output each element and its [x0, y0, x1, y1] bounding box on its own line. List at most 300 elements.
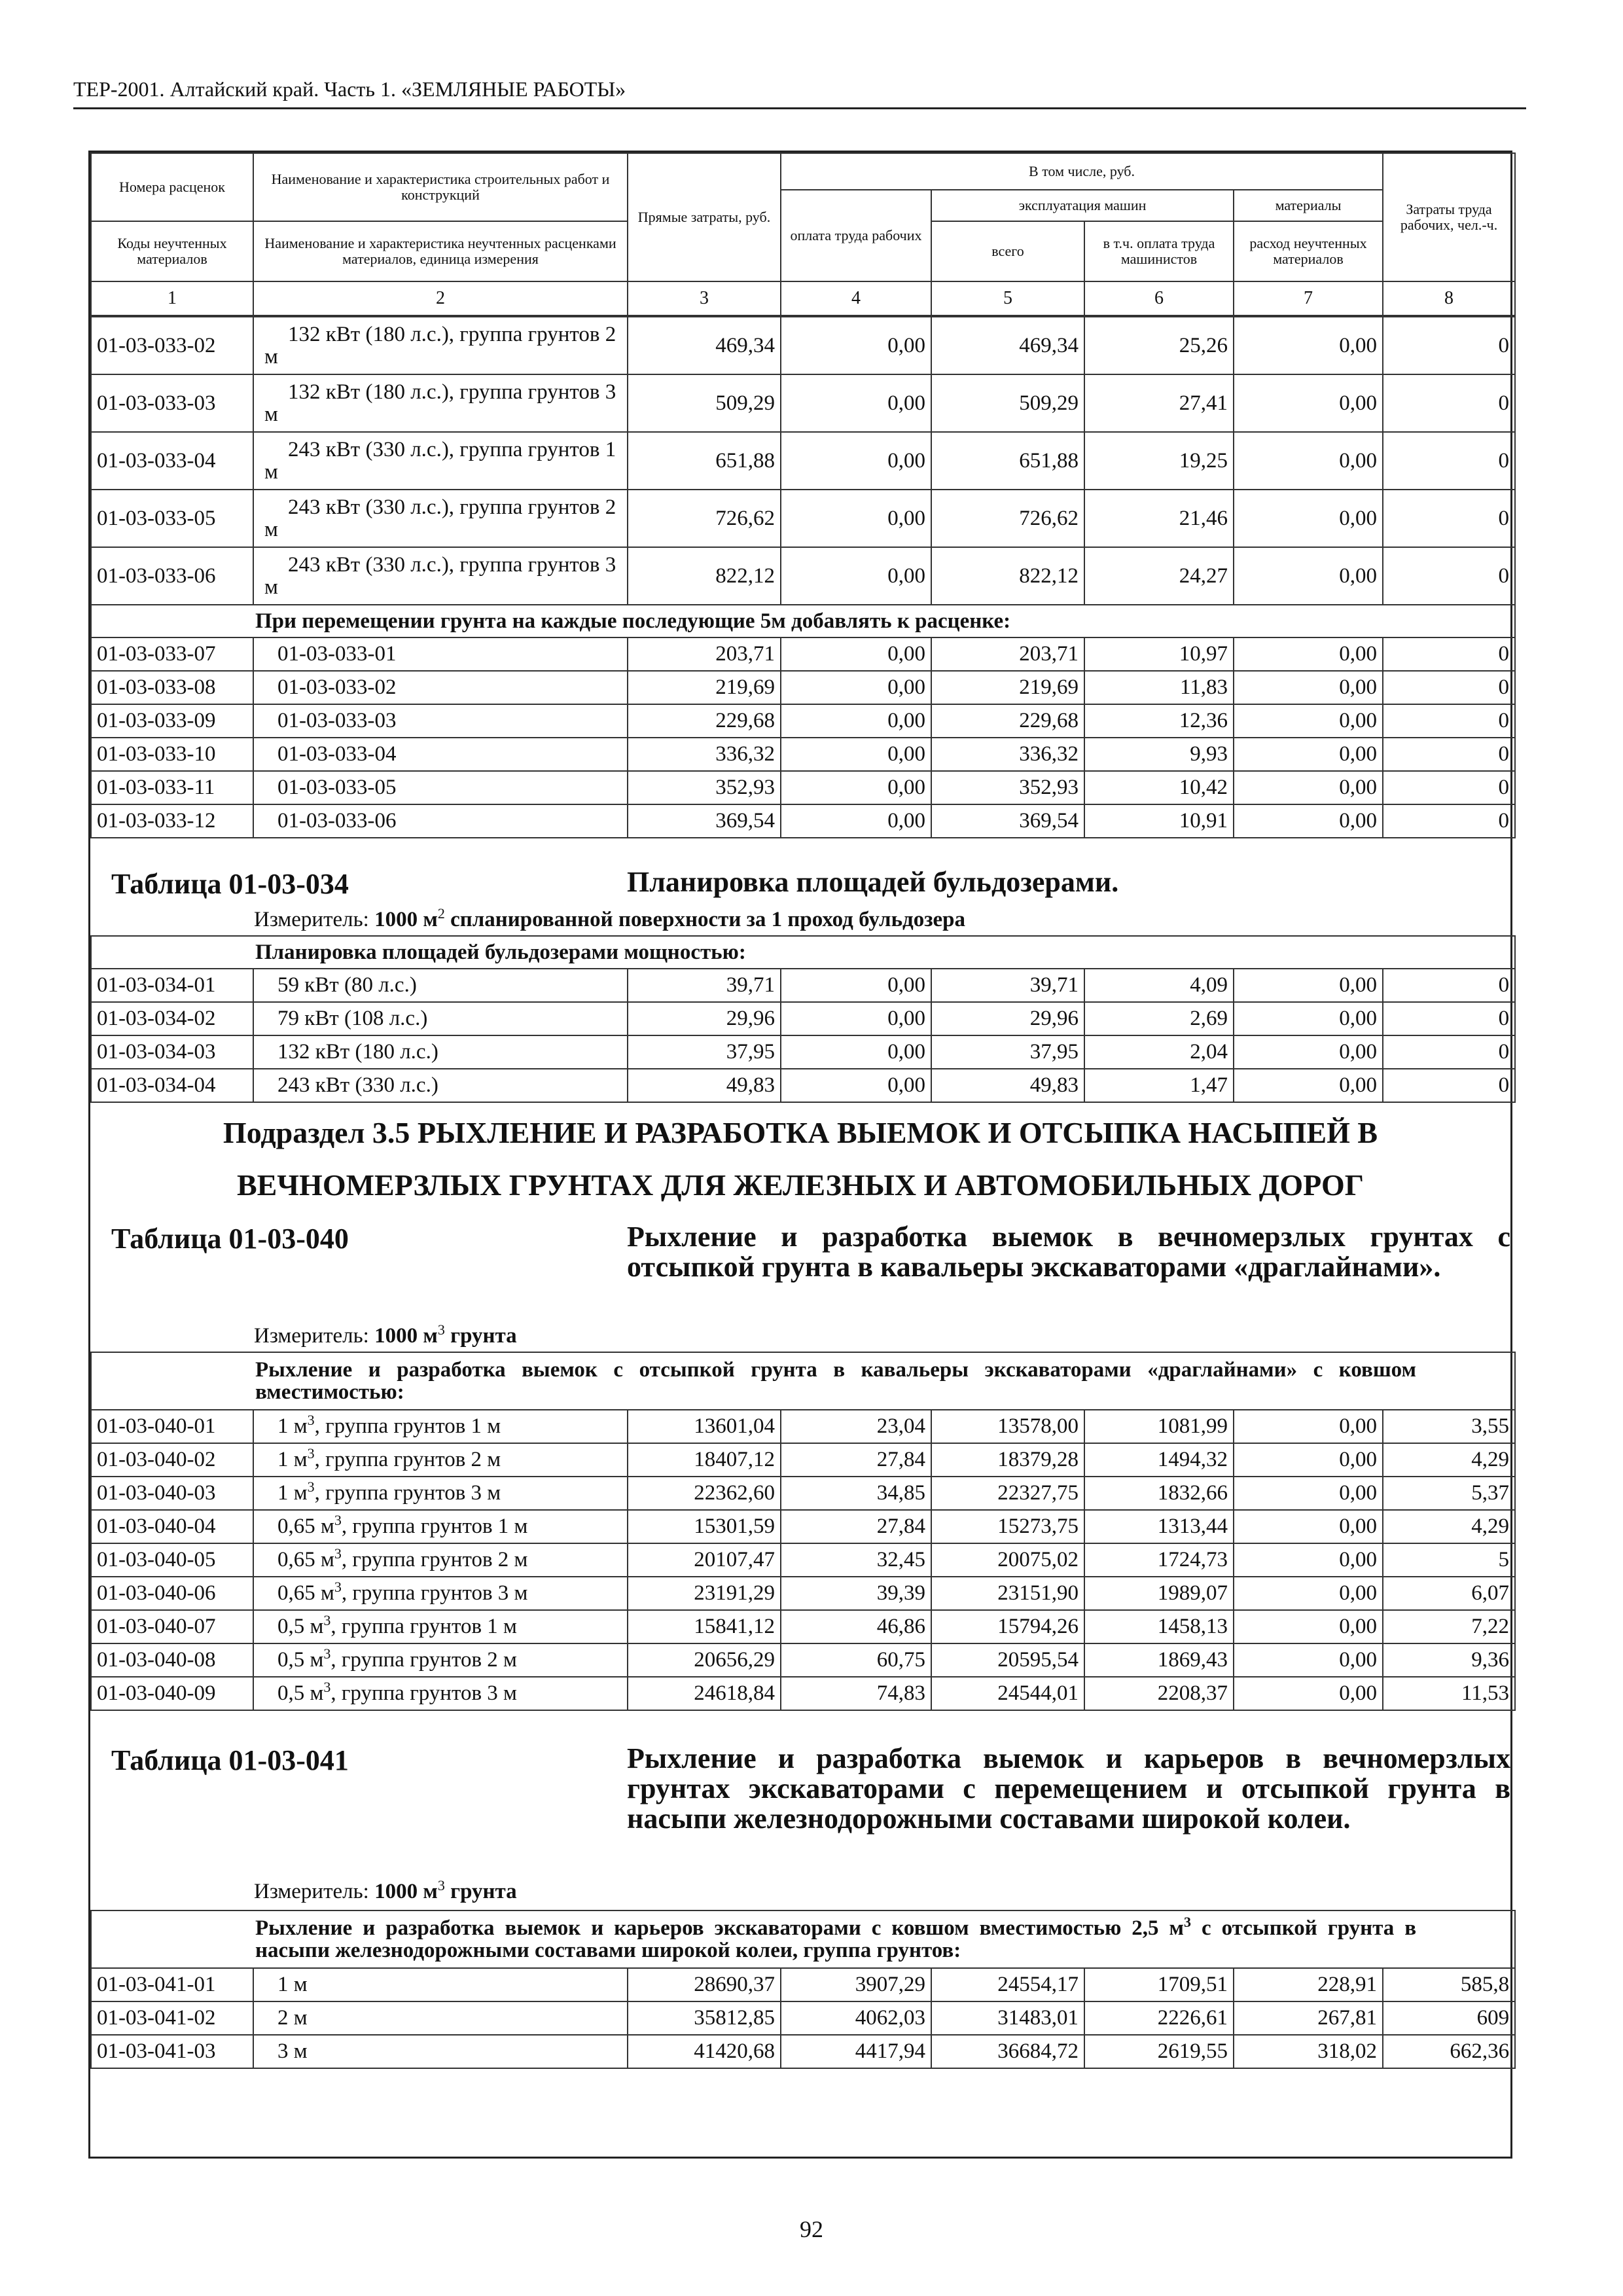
table-row	[91, 704, 1515, 738]
direct-cost: 35812,85	[628, 2001, 781, 2035]
direct-cost: 20107,47	[628, 1543, 781, 1577]
header-name: Наименование и характеристика строительных работ и конструкций	[253, 153, 628, 221]
machines: 219,69	[931, 671, 1084, 704]
materials: 0,00	[1234, 317, 1383, 374]
rate-name: 01-03-033-03	[253, 704, 628, 738]
direct-cost: 822,12	[628, 547, 781, 605]
rate-name: 01-03-033-06	[253, 804, 628, 838]
wages: 0,00	[781, 317, 931, 374]
machines: 24554,17	[931, 1968, 1084, 2001]
machines: 37,95	[931, 1035, 1084, 1069]
col-number: 8	[1383, 281, 1515, 315]
rate-code: 01-03-040-04	[91, 1510, 253, 1543]
direct-cost: 41420,68	[628, 2035, 781, 2068]
table-row	[91, 1643, 1515, 1677]
measure-prefix: Измеритель:	[254, 1324, 369, 1348]
materials: 0,00	[1234, 1510, 1383, 1543]
group-caption: Рыхление и разработка выемок с отсыпкой грунта в кавальеры экскаваторами «драглайнами» с ковшом вместимостью:	[91, 1352, 1515, 1410]
rate-name: 01-03-033-04	[253, 738, 628, 771]
machine-wages: 25,26	[1084, 317, 1234, 374]
labor: 9,36	[1383, 1643, 1515, 1677]
subsection-line: Подраздел 3.5 РЫХЛЕНИЕ И РАЗРАБОТКА ВЫЕМОК И ОТСЫПКА НАСЫПЕЙ В	[223, 1116, 1378, 1149]
table-title: Рыхление и разработка выемок и карьеров в вечномерзлых грунтах экскаваторами с перемещением и отсыпкой грунта в насыпи железнодорожными составами широкой колеи.	[627, 1742, 1510, 1835]
table-row	[91, 1410, 1515, 1443]
machine-wages: 19,25	[1084, 432, 1234, 490]
materials: 0,00	[1234, 671, 1383, 704]
rate-name: 243 кВт (330 л.с.), группа грунтов 2 м	[253, 490, 628, 547]
rate-name	[253, 1677, 628, 1710]
table-row	[91, 969, 1515, 1002]
rate-name-a: 0,5 м	[277, 1615, 324, 1638]
col-number: 3	[628, 281, 781, 315]
materials: 0,00	[1234, 704, 1383, 738]
table-033-body	[90, 316, 1516, 838]
rates-document-frame	[88, 151, 1512, 2159]
rate-name: 79 кВт (108 л.с.)	[253, 1002, 628, 1035]
machine-wages: 11,83	[1084, 671, 1234, 704]
rate-name	[253, 1577, 628, 1610]
machines: 39,71	[931, 969, 1084, 1002]
rate-name-b: , группа грунтов 3 м	[330, 1681, 517, 1705]
labor: 0	[1383, 704, 1515, 738]
wages: 0,00	[781, 771, 931, 804]
machines: 24544,01	[931, 1677, 1084, 1710]
table-row	[91, 1543, 1515, 1577]
machines: 336,32	[931, 738, 1084, 771]
labor: 609	[1383, 2001, 1515, 2035]
header-title: ТЕР-2001. Алтайский край. Часть 1. «ЗЕМЛЯНЫЕ РАБОТЫ»	[73, 77, 626, 101]
machine-wages: 10,97	[1084, 637, 1234, 671]
rate-name-b: , группа грунтов 1 м	[330, 1615, 517, 1638]
measure-prefix: Измеритель:	[254, 1880, 369, 1903]
rate-name: 132 кВт (180 л.с.), группа грунтов 3 м	[253, 374, 628, 432]
rate-name: 243 кВт (330 л.с.), группа грунтов 3 м	[253, 547, 628, 605]
materials: 0,00	[1234, 1477, 1383, 1510]
direct-cost: 37,95	[628, 1035, 781, 1069]
machines: 49,83	[931, 1069, 1084, 1102]
materials: 0,00	[1234, 738, 1383, 771]
rate-name-a: 0,5 м	[277, 1681, 324, 1705]
materials: 0,00	[1234, 490, 1383, 547]
rate-name-b: , группа грунтов 3 м	[314, 1481, 501, 1505]
table-row	[91, 1577, 1515, 1610]
labor: 7,22	[1383, 1610, 1515, 1643]
machine-wages: 1458,13	[1084, 1610, 1234, 1643]
machine-wages: 1709,51	[1084, 1968, 1234, 2001]
wages: 0,00	[781, 969, 931, 1002]
measure-rest: спланированной поверхности за 1 проход бульдозера	[450, 908, 965, 931]
machines: 203,71	[931, 637, 1084, 671]
direct-cost: 352,93	[628, 771, 781, 804]
labor: 0	[1383, 547, 1515, 605]
rate-name-a: 0,65 м	[277, 1548, 334, 1571]
labor: 0	[1383, 969, 1515, 1002]
table-row	[91, 804, 1515, 838]
measure-prefix: Измеритель:	[254, 908, 369, 931]
rate-name	[253, 1477, 628, 1510]
rate-code: 01-03-040-07	[91, 1610, 253, 1643]
direct-cost: 15841,12	[628, 1610, 781, 1643]
rate-name: 1 м	[253, 1968, 628, 2001]
group-caption: При перемещении грунта на каждые последующие 5м добавлять к расценке:	[91, 605, 1515, 637]
direct-cost: 18407,12	[628, 1443, 781, 1477]
machines: 726,62	[931, 490, 1084, 547]
materials: 0,00	[1234, 1443, 1383, 1477]
direct-cost: 203,71	[628, 637, 781, 671]
materials: 0,00	[1234, 1577, 1383, 1610]
table-041-body	[90, 1910, 1516, 2069]
cube-sup: 3	[307, 1479, 315, 1495]
table-row	[91, 671, 1515, 704]
measure-value: 1000 м	[374, 1324, 438, 1348]
labor: 3,55	[1383, 1410, 1515, 1443]
labor: 585,8	[1383, 1968, 1515, 2001]
rate-code: 01-03-040-06	[91, 1577, 253, 1610]
header-direct: Прямые затраты, руб.	[628, 153, 781, 281]
machine-wages: 1,47	[1084, 1069, 1234, 1102]
direct-cost: 15301,59	[628, 1510, 781, 1543]
rate-name-a: 1 м	[277, 1448, 308, 1471]
direct-cost: 229,68	[628, 704, 781, 738]
table-id: Таблица 01-03-034	[111, 868, 349, 900]
rate-code: 01-03-040-01	[91, 1410, 253, 1443]
materials: 0,00	[1234, 1643, 1383, 1677]
labor: 4,29	[1383, 1443, 1515, 1477]
materials: 0,00	[1234, 1002, 1383, 1035]
group-caption: Планировка площадей бульдозерами мощностью:	[91, 936, 1515, 969]
machine-wages: 2,69	[1084, 1002, 1234, 1035]
table-row	[91, 1968, 1515, 2001]
rate-code: 01-03-033-08	[91, 671, 253, 704]
labor: 0	[1383, 432, 1515, 490]
rate-name: 2 м	[253, 2001, 628, 2035]
rate-name	[253, 1510, 628, 1543]
labor: 0	[1383, 1069, 1515, 1102]
machines: 651,88	[931, 432, 1084, 490]
labor: 662,36	[1383, 2035, 1515, 2068]
measure-value: 1000 м	[374, 1880, 438, 1903]
header-mat-use: расход неучтенных материалов	[1234, 221, 1383, 281]
machine-wages: 2208,37	[1084, 1677, 1234, 1710]
machines: 36684,72	[931, 2035, 1084, 2068]
labor: 4,29	[1383, 1510, 1515, 1543]
table-row	[91, 1443, 1515, 1477]
rate-name	[253, 1643, 628, 1677]
table-row	[91, 2035, 1515, 2068]
cube-sup: 3	[323, 1645, 331, 1662]
table-041-caption	[90, 1711, 1510, 1910]
wages: 0,00	[781, 738, 931, 771]
cube-sup: 3	[307, 1412, 315, 1428]
cube-sup: 3	[334, 1545, 342, 1562]
cube-sup: 3	[334, 1579, 342, 1595]
rate-code: 01-03-034-04	[91, 1069, 253, 1102]
rate-name	[253, 1610, 628, 1643]
wages: 3907,29	[781, 1968, 931, 2001]
rate-code: 01-03-041-02	[91, 2001, 253, 2035]
rate-code: 01-03-033-05	[91, 490, 253, 547]
table-id: Таблица 01-03-041	[111, 1744, 349, 1776]
materials: 0,00	[1234, 804, 1383, 838]
cube-sup: 3	[323, 1612, 331, 1628]
direct-cost: 509,29	[628, 374, 781, 432]
measure-unit	[254, 1877, 517, 1904]
rate-name: 59 кВт (80 л.с.)	[253, 969, 628, 1002]
wages: 0,00	[781, 1069, 931, 1102]
machines: 20595,54	[931, 1643, 1084, 1677]
table-row	[91, 1035, 1515, 1069]
wages: 4417,94	[781, 2035, 931, 2068]
rate-code: 01-03-034-01	[91, 969, 253, 1002]
machine-wages: 1832,66	[1084, 1477, 1234, 1510]
rate-name: 132 кВт (180 л.с.)	[253, 1035, 628, 1069]
table-row	[91, 2001, 1515, 2035]
rate-name-b: , группа грунтов 2 м	[314, 1448, 501, 1471]
machine-wages: 1724,73	[1084, 1543, 1234, 1577]
wages: 32,45	[781, 1543, 931, 1577]
machines: 822,12	[931, 547, 1084, 605]
table-title: Рыхление и разработка выемок в вечномерзлых грунтах с отсыпкой грунта в кавальеры экскаваторами «драглайнами».	[627, 1221, 1510, 1283]
labor: 0	[1383, 738, 1515, 771]
rate-code: 01-03-033-07	[91, 637, 253, 671]
machines: 22327,75	[931, 1477, 1084, 1510]
machines: 31483,01	[931, 2001, 1084, 2035]
measure-rest: грунта	[450, 1324, 517, 1348]
machines: 13578,00	[931, 1410, 1084, 1443]
table-row	[91, 1610, 1515, 1643]
materials: 0,00	[1234, 969, 1383, 1002]
rate-name: 243 кВт (330 л.с.), группа грунтов 1 м	[253, 432, 628, 490]
rate-code: 01-03-040-09	[91, 1677, 253, 1710]
materials: 0,00	[1234, 1677, 1383, 1710]
materials: 0,00	[1234, 547, 1383, 605]
direct-cost: 469,34	[628, 317, 781, 374]
group-caption-b: с отсыпкой грунта в насыпи железнодорожными составами широкой колеи, группа грунтов:	[255, 1916, 1417, 1962]
column-header-table	[90, 152, 1516, 316]
labor: 0	[1383, 771, 1515, 804]
materials: 0,00	[1234, 1543, 1383, 1577]
measure-sup: 2	[437, 905, 445, 922]
machine-wages: 2619,55	[1084, 2035, 1234, 2068]
machine-wages: 12,36	[1084, 704, 1234, 738]
rate-name: 01-03-033-05	[253, 771, 628, 804]
table-row	[91, 637, 1515, 671]
col-number: 5	[931, 281, 1084, 315]
measure-unit	[254, 1321, 517, 1348]
machine-wages: 9,93	[1084, 738, 1234, 771]
rate-code: 01-03-041-01	[91, 1968, 253, 2001]
measure-rest: грунта	[450, 1880, 517, 1903]
header-machines: эксплуатация машин	[931, 190, 1234, 221]
subsection-line: ВЕЧНОМЕРЗЛЫХ ГРУНТАХ ДЛЯ ЖЕЛЕЗНЫХ И АВТОМОБИЛЬНЫХ ДОРОГ	[236, 1168, 1364, 1202]
machine-wages: 2,04	[1084, 1035, 1234, 1069]
measure-sup: 3	[437, 1877, 445, 1893]
rate-name-b: , группа грунтов 1 м	[341, 1515, 528, 1538]
wages: 0,00	[781, 671, 931, 704]
materials: 0,00	[1234, 771, 1383, 804]
labor: 0	[1383, 1035, 1515, 1069]
table-row	[91, 738, 1515, 771]
wages: 0,00	[781, 490, 931, 547]
rate-name-a: 1 м	[277, 1481, 308, 1505]
labor: 0	[1383, 671, 1515, 704]
header-all: всего	[931, 221, 1084, 281]
machine-wages: 1081,99	[1084, 1410, 1234, 1443]
rate-code: 01-03-034-02	[91, 1002, 253, 1035]
materials: 0,00	[1234, 374, 1383, 432]
labor: 0	[1383, 317, 1515, 374]
direct-cost: 219,69	[628, 671, 781, 704]
measure-sup: 3	[437, 1321, 445, 1338]
rate-name	[253, 1543, 628, 1577]
rate-code: 01-03-033-06	[91, 547, 253, 605]
table-title: Планировка площадей бульдозерами.	[627, 866, 1119, 898]
machines: 352,93	[931, 771, 1084, 804]
labor: 5	[1383, 1543, 1515, 1577]
table-row	[91, 317, 1515, 374]
rate-name: 243 кВт (330 л.с.)	[253, 1069, 628, 1102]
col-number: 6	[1084, 281, 1234, 315]
rate-code: 01-03-033-02	[91, 317, 253, 374]
direct-cost: 336,32	[628, 738, 781, 771]
rate-code: 01-03-040-02	[91, 1443, 253, 1477]
labor: 5,37	[1383, 1477, 1515, 1510]
cube-sup: 3	[307, 1445, 315, 1462]
direct-cost: 28690,37	[628, 1968, 781, 2001]
machines: 509,29	[931, 374, 1084, 432]
table-row	[91, 490, 1515, 547]
machines: 20075,02	[931, 1543, 1084, 1577]
wages: 27,84	[781, 1510, 931, 1543]
rate-name-b: , группа грунтов 1 м	[314, 1414, 501, 1438]
machines: 18379,28	[931, 1443, 1084, 1477]
col-number: 7	[1234, 281, 1383, 315]
machine-wages: 1494,32	[1084, 1443, 1234, 1477]
header-incl-wages: в т.ч. оплата труда машинистов	[1084, 221, 1234, 281]
labor: 11,53	[1383, 1677, 1515, 1710]
table-row	[91, 1002, 1515, 1035]
rate-code: 01-03-033-03	[91, 374, 253, 432]
direct-cost: 23191,29	[628, 1577, 781, 1610]
group-caption-sup: 3	[1184, 1914, 1192, 1930]
machines: 229,68	[931, 704, 1084, 738]
labor: 0	[1383, 374, 1515, 432]
wages: 0,00	[781, 547, 931, 605]
machine-wages: 10,42	[1084, 771, 1234, 804]
table-040-caption	[90, 1218, 1510, 1352]
table-row	[91, 771, 1515, 804]
machine-wages: 1989,07	[1084, 1577, 1234, 1610]
machine-wages: 24,27	[1084, 547, 1234, 605]
materials: 228,91	[1234, 1968, 1383, 2001]
direct-cost: 22362,60	[628, 1477, 781, 1510]
machine-wages: 1313,44	[1084, 1510, 1234, 1543]
rate-code: 01-03-040-05	[91, 1543, 253, 1577]
machine-wages: 4,09	[1084, 969, 1234, 1002]
direct-cost: 39,71	[628, 969, 781, 1002]
machines: 15794,26	[931, 1610, 1084, 1643]
rate-code: 01-03-033-04	[91, 432, 253, 490]
header-materials: материалы	[1234, 190, 1383, 221]
labor: 0	[1383, 490, 1515, 547]
rate-name: 132 кВт (180 л.с.), группа грунтов 2 м	[253, 317, 628, 374]
table-034-body	[90, 935, 1516, 1103]
table-row	[91, 547, 1515, 605]
labor: 6,07	[1383, 1577, 1515, 1610]
direct-cost: 369,54	[628, 804, 781, 838]
labor: 0	[1383, 1002, 1515, 1035]
materials: 318,02	[1234, 2035, 1383, 2068]
rate-code: 01-03-033-09	[91, 704, 253, 738]
header-labor: Затраты труда рабочих, чел.-ч.	[1383, 153, 1515, 281]
wages: 0,00	[781, 374, 931, 432]
wages: 23,04	[781, 1410, 931, 1443]
materials: 0,00	[1234, 1610, 1383, 1643]
wages: 0,00	[781, 804, 931, 838]
header-in-total: В том числе, руб.	[781, 153, 1383, 190]
page-header	[73, 76, 1526, 109]
rate-code: 01-03-040-03	[91, 1477, 253, 1510]
direct-cost: 49,83	[628, 1069, 781, 1102]
direct-cost: 24618,84	[628, 1677, 781, 1710]
labor: 0	[1383, 637, 1515, 671]
machines: 23151,90	[931, 1577, 1084, 1610]
rate-code: 01-03-033-11	[91, 771, 253, 804]
machine-wages: 27,41	[1084, 374, 1234, 432]
direct-cost: 13601,04	[628, 1410, 781, 1443]
wages: 0,00	[781, 1035, 931, 1069]
measure-unit	[254, 905, 965, 932]
table-row	[91, 432, 1515, 490]
cube-sup: 3	[334, 1512, 342, 1528]
header-wages: оплата труда рабочих	[781, 190, 931, 281]
wages: 60,75	[781, 1643, 931, 1677]
wages: 27,84	[781, 1443, 931, 1477]
table-row	[91, 1069, 1515, 1102]
rate-code: 01-03-033-12	[91, 804, 253, 838]
table-row	[91, 1677, 1515, 1710]
wages: 0,00	[781, 704, 931, 738]
machines: 469,34	[931, 317, 1084, 374]
header-mat-names: Наименование и характеристика неучтенных расценками материалов, единица измерения	[253, 221, 628, 281]
table-row	[91, 374, 1515, 432]
wages: 74,83	[781, 1677, 931, 1710]
group-caption	[91, 1910, 1515, 1968]
table-row	[91, 1510, 1515, 1543]
rate-name-b: , группа грунтов 2 м	[330, 1648, 517, 1672]
page-number: 92	[800, 2216, 823, 2242]
rate-code: 01-03-040-08	[91, 1643, 253, 1677]
wages: 34,85	[781, 1477, 931, 1510]
labor: 0	[1383, 804, 1515, 838]
rate-code: 01-03-034-03	[91, 1035, 253, 1069]
wages: 0,00	[781, 1002, 931, 1035]
rate-name	[253, 1410, 628, 1443]
machines: 29,96	[931, 1002, 1084, 1035]
materials: 267,81	[1234, 2001, 1383, 2035]
rate-name: 01-03-033-01	[253, 637, 628, 671]
col-number: 4	[781, 281, 931, 315]
rate-name	[253, 1443, 628, 1477]
materials: 0,00	[1234, 1035, 1383, 1069]
rate-name: 3 м	[253, 2035, 628, 2068]
wages: 0,00	[781, 637, 931, 671]
materials: 0,00	[1234, 637, 1383, 671]
materials: 0,00	[1234, 1410, 1383, 1443]
group-caption-a: Рыхление и разработка выемок и карьеров экскаваторами с ковшом вместимостью 2,5 м	[255, 1916, 1185, 1940]
rate-name-b: , группа грунтов 3 м	[341, 1581, 528, 1605]
rate-name: 01-03-033-02	[253, 671, 628, 704]
